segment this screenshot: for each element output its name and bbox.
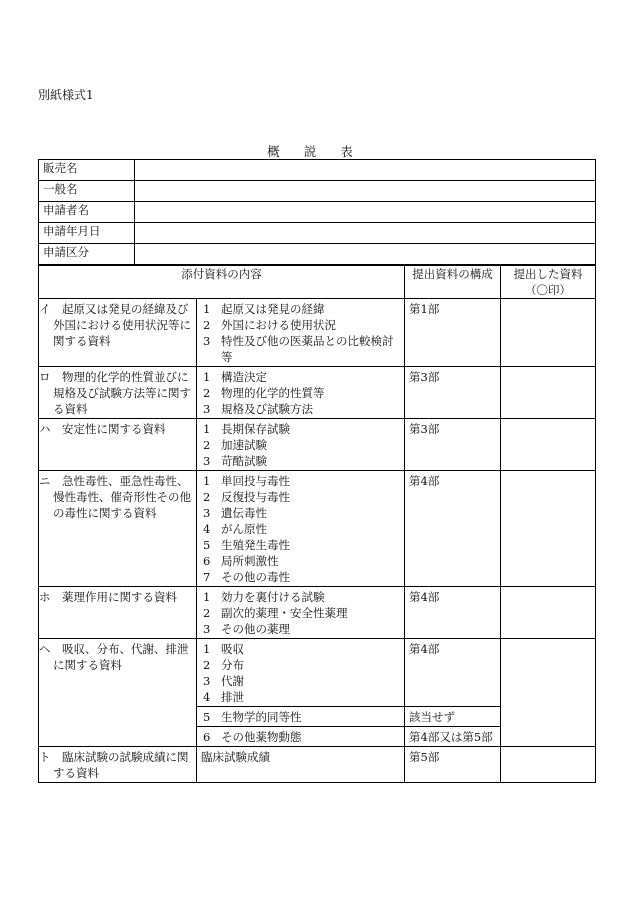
- info-value[interactable]: [135, 160, 596, 181]
- section-row: [39, 587, 596, 639]
- section-part: 該当せず: [405, 707, 501, 727]
- section-contents: [197, 707, 405, 727]
- item-number: 7: [203, 570, 211, 584]
- section-contents: 臨床試験成績: [197, 747, 405, 783]
- content-item: [201, 505, 400, 521]
- section-label: ヘ 吸収、分布、代謝、排泄に関する資料: [39, 639, 197, 747]
- section-contents: [197, 587, 405, 639]
- item-number: 4: [203, 522, 211, 536]
- content-item: [201, 385, 400, 401]
- section-row: [39, 367, 596, 419]
- info-row-applicant: [39, 202, 596, 223]
- item-number: 3: [203, 454, 211, 468]
- item-text: 外国における使用状況: [221, 318, 336, 332]
- item-number: 3: [203, 402, 211, 416]
- content-item: [201, 673, 400, 689]
- content-item: [201, 621, 400, 637]
- item-number: 3: [203, 622, 211, 636]
- content-item: [201, 473, 400, 489]
- item-text: 局所刺激性: [221, 554, 279, 568]
- item-number: 1: [203, 642, 211, 656]
- item-text: 加速試験: [221, 438, 267, 452]
- item-text: 特性及び他の医薬品との比較検討等: [221, 334, 394, 364]
- submitted-mark-cell[interactable]: [501, 587, 596, 639]
- header-row: [39, 265, 596, 299]
- section-part: 第4部又は第5部: [405, 727, 501, 747]
- item-text: 遺伝毒性: [221, 506, 267, 520]
- item-text: 代謝: [221, 674, 244, 688]
- item-text: 副次的薬理・安全性薬理: [221, 606, 348, 620]
- info-row-date: [39, 223, 596, 244]
- info-row-trade-name: [39, 160, 596, 181]
- content-item: [201, 401, 400, 417]
- content-item: [201, 489, 400, 505]
- item-text: 起原又は発見の経緯: [221, 302, 325, 316]
- section-part: 第1部: [405, 299, 501, 367]
- section-contents: [197, 419, 405, 471]
- section-label: ホ 薬理作用に関する資料: [39, 587, 197, 639]
- item-text: その他薬物動態: [221, 730, 302, 744]
- page-title: 概 説 表: [267, 144, 363, 159]
- section-part: 第4部: [405, 471, 501, 587]
- info-value[interactable]: [135, 181, 596, 202]
- item-number: 5: [203, 538, 211, 552]
- item-text: 苛酷試験: [221, 454, 267, 468]
- section-label: ニ 急性毒性、亜急性毒性、慢性毒性、催奇形性その他の毒性に関する資料: [39, 471, 197, 587]
- item-number: 6: [203, 554, 211, 568]
- content-item: [201, 641, 400, 657]
- item-text: 長期保存試験: [221, 422, 290, 436]
- header-contents: 添付資料の内容: [39, 265, 405, 299]
- info-label: 一般名: [39, 181, 135, 202]
- item-text: その他の薬理: [221, 622, 290, 636]
- item-text: がん原性: [221, 522, 267, 536]
- content-item: [201, 553, 400, 569]
- content-item: [201, 657, 400, 673]
- submitted-mark-cell[interactable]: [501, 471, 596, 587]
- item-text: 吸収: [221, 642, 244, 656]
- info-label: 販売名: [39, 160, 135, 181]
- content-item: [201, 689, 400, 705]
- item-text: 規格及び試験方法: [221, 402, 313, 416]
- item-number: 5: [203, 710, 211, 724]
- submitted-mark-cell[interactable]: [501, 747, 596, 783]
- content-item: [201, 301, 400, 317]
- section-contents: [197, 367, 405, 419]
- info-value[interactable]: [135, 223, 596, 244]
- section-label: ロ 物理的化学的性質並びに規格及び試験方法等に関する資料: [39, 367, 197, 419]
- item-number: 2: [203, 658, 211, 672]
- submitted-mark-cell[interactable]: [501, 367, 596, 419]
- item-text: 物理的化学的性質等: [221, 386, 325, 400]
- content-item: [201, 317, 400, 333]
- item-number: 6: [203, 730, 211, 744]
- section-part: 第4部: [405, 639, 501, 707]
- item-number: 3: [203, 334, 211, 348]
- info-row-category: [39, 244, 596, 266]
- section-part: 第5部: [405, 747, 501, 783]
- item-text: 反復投与毒性: [221, 490, 290, 504]
- item-text: 単回投与毒性: [221, 474, 290, 488]
- item-number: 2: [203, 318, 211, 332]
- info-value[interactable]: [135, 202, 596, 223]
- section-part: 第4部: [405, 587, 501, 639]
- section-row: [39, 419, 596, 471]
- item-text: その他の毒性: [221, 570, 290, 584]
- form-id: 別紙様式1: [38, 88, 94, 102]
- item-number: 2: [203, 386, 211, 400]
- info-row-generic-name: [39, 181, 596, 202]
- section-contents: [197, 471, 405, 587]
- section-contents: [197, 299, 405, 367]
- section-row: [39, 747, 596, 783]
- item-number: 3: [203, 674, 211, 688]
- content-item: [201, 437, 400, 453]
- info-label: 申請者名: [39, 202, 135, 223]
- item-number: 1: [203, 590, 211, 604]
- submitted-mark-cell[interactable]: [501, 419, 596, 471]
- content-item: [201, 333, 400, 365]
- item-text: 生物学的同等性: [221, 710, 302, 724]
- item-number: 4: [203, 690, 211, 704]
- section-row: [39, 471, 596, 587]
- item-text: 構造決定: [221, 370, 267, 384]
- item-number: 1: [203, 474, 211, 488]
- content-item: [201, 421, 400, 437]
- content-item: [201, 589, 400, 605]
- info-value[interactable]: [135, 244, 596, 266]
- section-part: 第3部: [405, 419, 501, 471]
- section-contents: [197, 639, 405, 707]
- content-item: [201, 729, 400, 745]
- section-part: 第3部: [405, 367, 501, 419]
- content-item: [201, 369, 400, 385]
- content-item: [201, 521, 400, 537]
- item-number: 2: [203, 490, 211, 504]
- info-label: 申請年月日: [39, 223, 135, 244]
- item-number: 2: [203, 438, 211, 452]
- header-submitted: 提出した資料（〇印）: [501, 265, 596, 299]
- section-label: ハ 安定性に関する資料: [39, 419, 197, 471]
- item-number: 1: [203, 370, 211, 384]
- item-number: 3: [203, 506, 211, 520]
- item-number: 2: [203, 606, 211, 620]
- content-item: [201, 569, 400, 585]
- section-row: [39, 299, 596, 367]
- header-structure: 提出資料の構成: [405, 265, 501, 299]
- section-label: イ 起原又は発見の経緯及び外国における使用状況等に関する資料: [39, 299, 197, 367]
- submitted-mark-cell[interactable]: [501, 639, 596, 747]
- item-text: 排泄: [221, 690, 244, 704]
- item-number: 1: [203, 302, 211, 316]
- content-item: [201, 709, 400, 725]
- item-text: 分布: [221, 658, 244, 672]
- item-text: 生殖発生毒性: [221, 538, 290, 552]
- content-item: [201, 537, 400, 553]
- submitted-mark-cell[interactable]: [501, 299, 596, 367]
- item-text: 効力を裏付ける試験: [221, 590, 325, 604]
- item-number: 1: [203, 422, 211, 436]
- content-item: [201, 605, 400, 621]
- section-row: [39, 639, 596, 707]
- summary-table: [38, 159, 596, 783]
- section-contents: [197, 727, 405, 747]
- section-label: ト 臨床試験の試験成績に関する資料: [39, 747, 197, 783]
- content-item: [201, 453, 400, 469]
- info-label: 申請区分: [39, 244, 135, 266]
